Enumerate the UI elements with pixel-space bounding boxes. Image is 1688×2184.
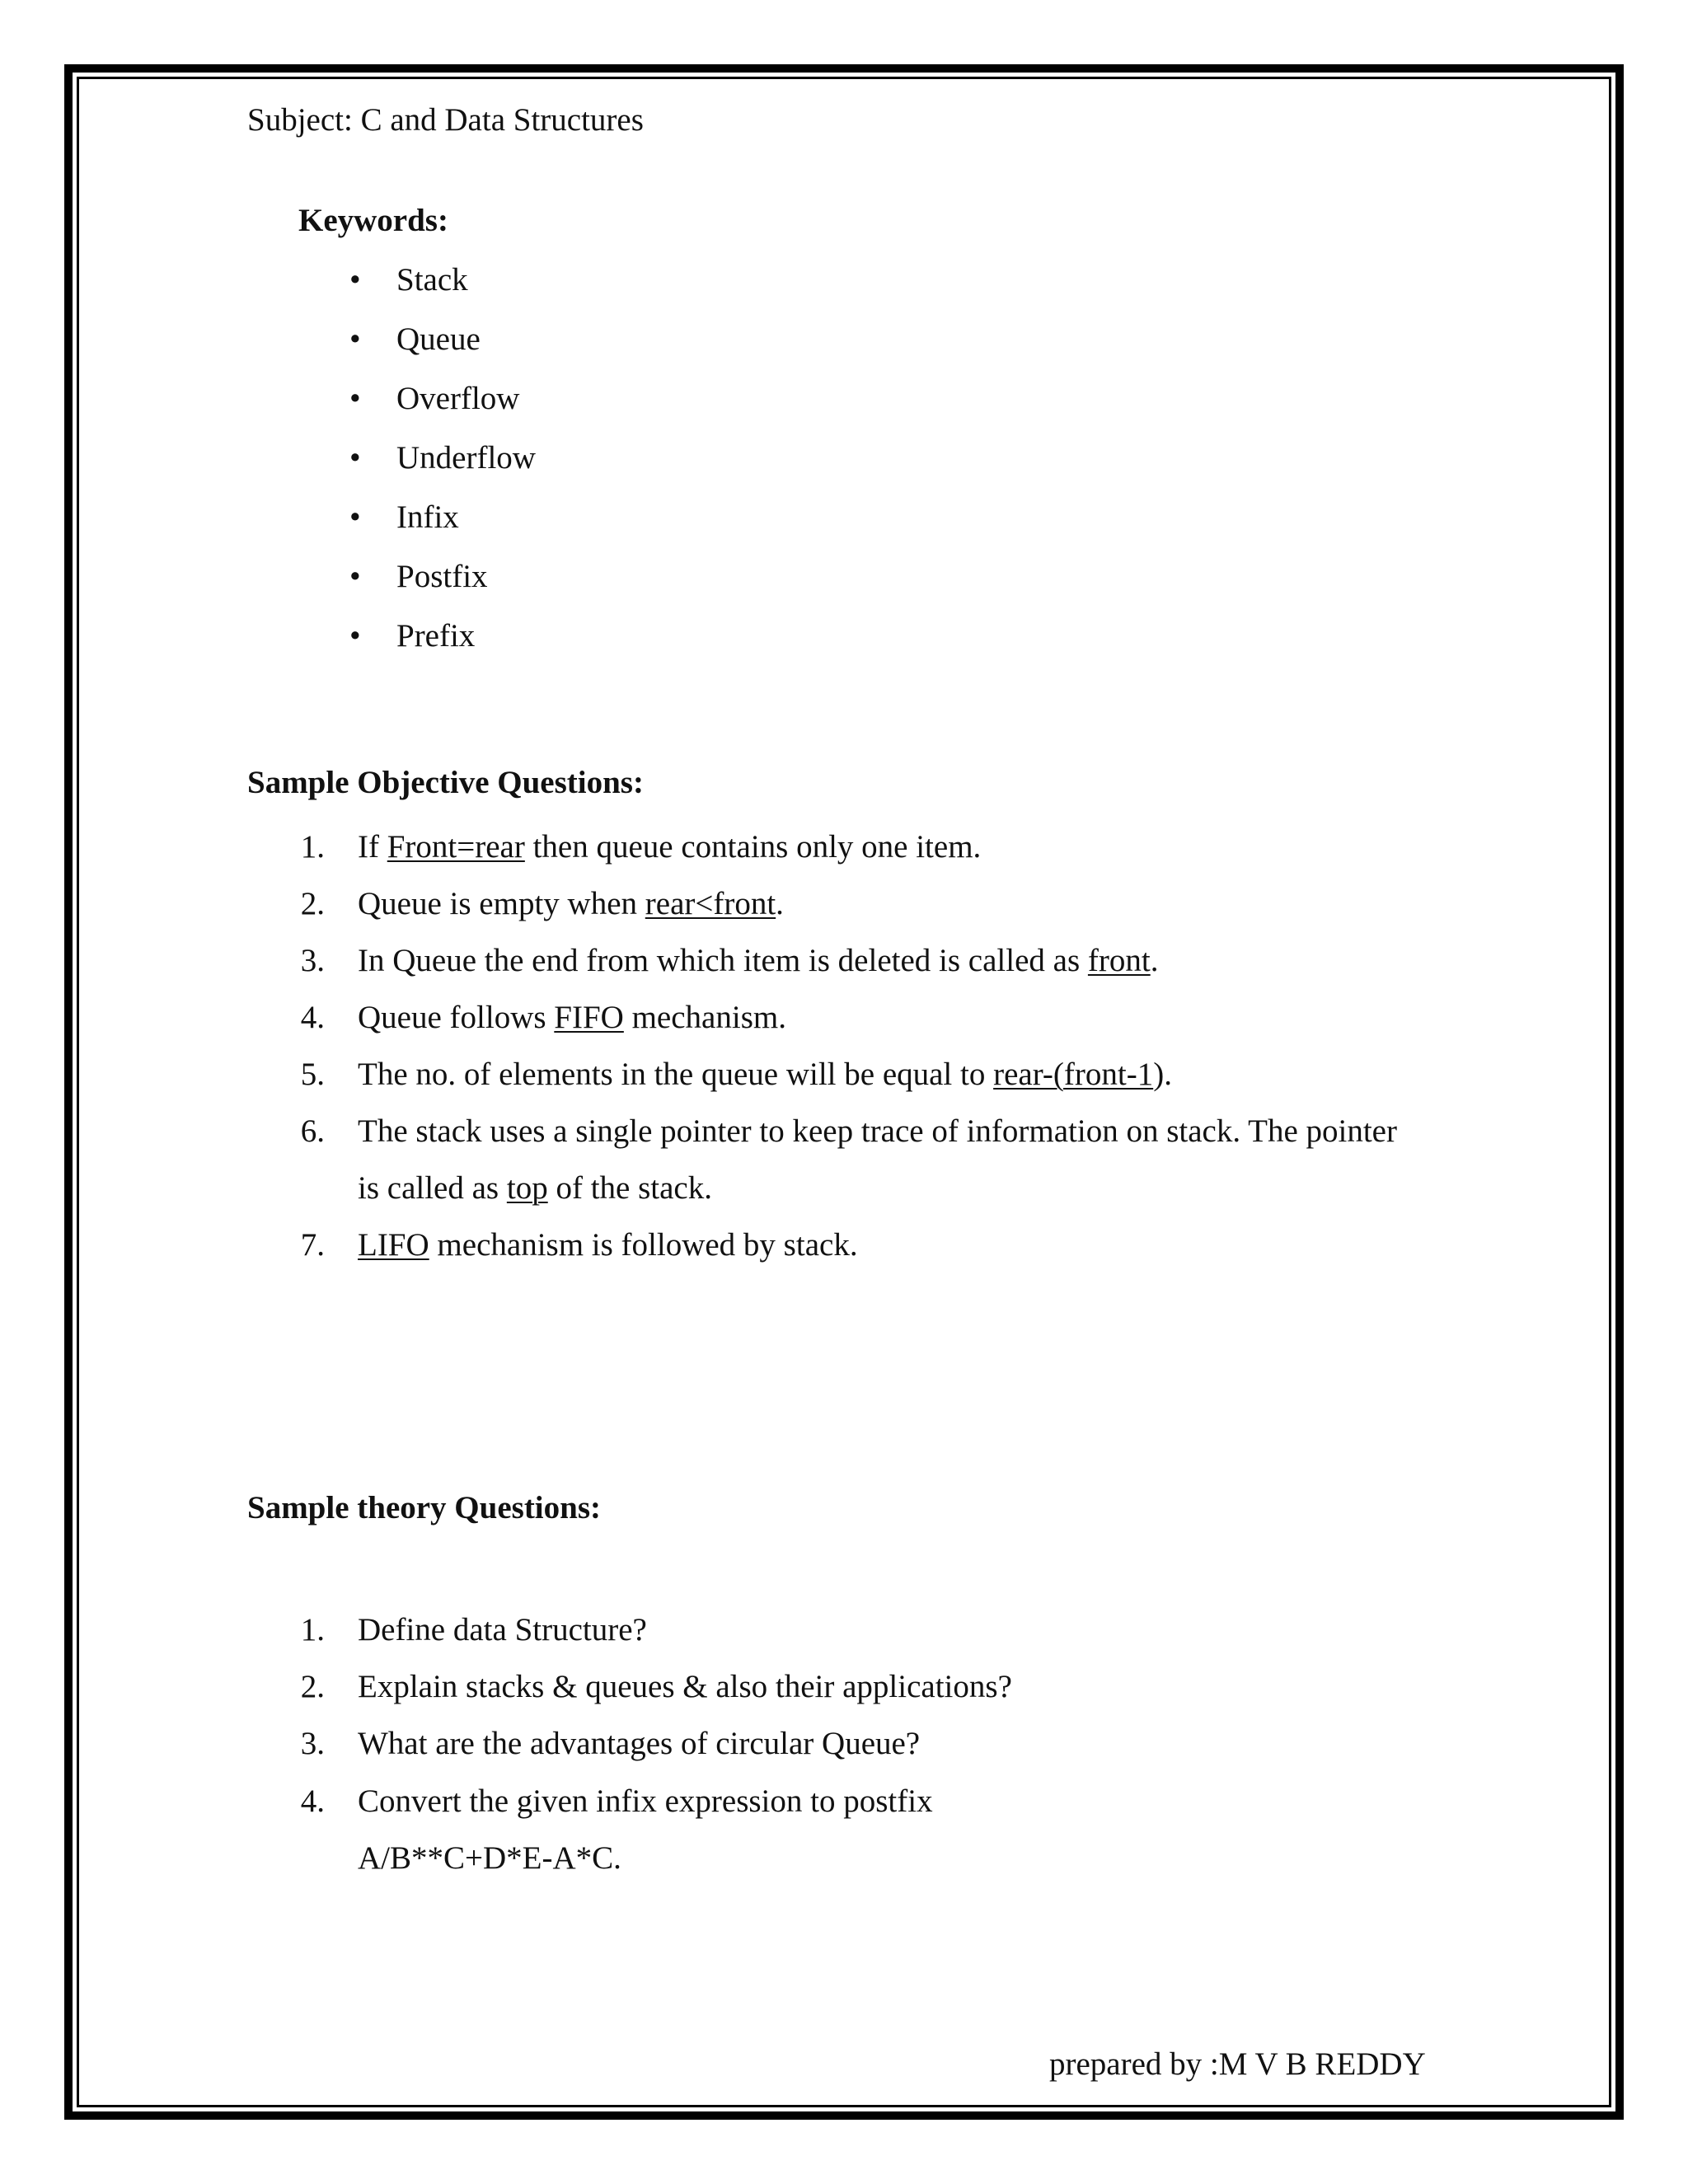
answer-underlined: LIFO bbox=[358, 1227, 429, 1263]
text-fragment: The no. of elements in the queue will be equal to bbox=[358, 1057, 994, 1092]
bullet-icon: • bbox=[349, 559, 361, 594]
theory-question: Convert the given infix expression to postfix bbox=[358, 1783, 933, 1819]
theory-heading: Sample theory Questions: bbox=[247, 1490, 601, 1526]
theory-question: Explain stacks & queues & also their applications? bbox=[358, 1669, 1012, 1704]
theory-question: What are the advantages of circular Queue? bbox=[358, 1726, 921, 1761]
question-number: 4. bbox=[300, 1783, 325, 1819]
keyword-item: Prefix bbox=[396, 618, 476, 654]
text-fragment: . bbox=[776, 886, 784, 921]
question-number: 2. bbox=[300, 1669, 325, 1704]
keyword-item: Overflow bbox=[396, 381, 520, 416]
answer-underlined: rear-(front-1 bbox=[993, 1057, 1154, 1092]
answer-underlined: top bbox=[506, 1170, 548, 1206]
theory-question: Define data Structure? bbox=[358, 1612, 647, 1647]
question-number: 5. bbox=[300, 1057, 325, 1092]
bullet-icon: • bbox=[349, 440, 361, 476]
text-fragment: In Queue the end from which item is deleted is called as bbox=[358, 943, 1088, 978]
objective-question bbox=[358, 1115, 1397, 1147]
author-credit: prepared by :M V B REDDY bbox=[1049, 2046, 1426, 2082]
answer-underlined: rear<front bbox=[645, 886, 776, 921]
text-fragment: is called as bbox=[358, 1170, 507, 1206]
subject-line: Subject: C and Data Structures bbox=[247, 102, 644, 138]
bullet-icon: • bbox=[349, 381, 361, 416]
answer-underlined: Front=rear bbox=[387, 829, 525, 865]
text-fragment: mechanism. bbox=[623, 1000, 786, 1035]
text-fragment: Queue is empty when bbox=[358, 886, 645, 921]
text-fragment: Queue follows bbox=[358, 1000, 555, 1035]
objective-question bbox=[358, 944, 1158, 977]
question-number: 4. bbox=[300, 1000, 325, 1035]
bullet-icon: • bbox=[349, 262, 361, 298]
answer-underlined: front bbox=[1087, 943, 1151, 978]
keyword-item: Postfix bbox=[396, 559, 488, 594]
text-fragment: . bbox=[1150, 943, 1159, 978]
objective-question-continuation bbox=[358, 1172, 712, 1204]
answer-underlined: FIFO bbox=[554, 1000, 624, 1035]
question-number: 3. bbox=[300, 943, 325, 978]
text-fragment: mechanism is followed by stack. bbox=[429, 1227, 858, 1263]
theory-question-continuation: A/B**C+D*E-A*C. bbox=[358, 1840, 621, 1876]
bullet-icon: • bbox=[349, 618, 361, 654]
text-fragment: ). bbox=[1153, 1057, 1172, 1092]
question-number: 2. bbox=[300, 886, 325, 921]
question-number: 7. bbox=[300, 1227, 325, 1263]
objective-heading: Sample Objective Questions: bbox=[247, 765, 644, 800]
keywords-heading: Keywords: bbox=[298, 203, 448, 238]
question-number: 1. bbox=[300, 829, 325, 865]
question-number: 3. bbox=[300, 1726, 325, 1761]
text-fragment: then queue contains only one item. bbox=[524, 829, 982, 865]
objective-question bbox=[358, 1001, 786, 1033]
objective-question bbox=[358, 888, 784, 920]
question-number: 6. bbox=[300, 1113, 325, 1149]
text-fragment: If bbox=[358, 829, 387, 865]
keyword-item: Queue bbox=[396, 321, 481, 357]
keyword-item: Stack bbox=[396, 262, 468, 298]
text-fragment: of the stack. bbox=[547, 1170, 712, 1206]
objective-question bbox=[358, 1229, 858, 1261]
keyword-item: Underflow bbox=[396, 440, 536, 476]
keyword-item: Infix bbox=[396, 499, 459, 535]
bullet-icon: • bbox=[349, 499, 361, 535]
bullet-icon: • bbox=[349, 321, 361, 357]
objective-question bbox=[358, 831, 981, 863]
objective-question bbox=[358, 1058, 1172, 1090]
question-number: 1. bbox=[300, 1612, 325, 1647]
text-fragment: The stack uses a single pointer to keep trace of information on stack. The pointer bbox=[358, 1113, 1397, 1149]
